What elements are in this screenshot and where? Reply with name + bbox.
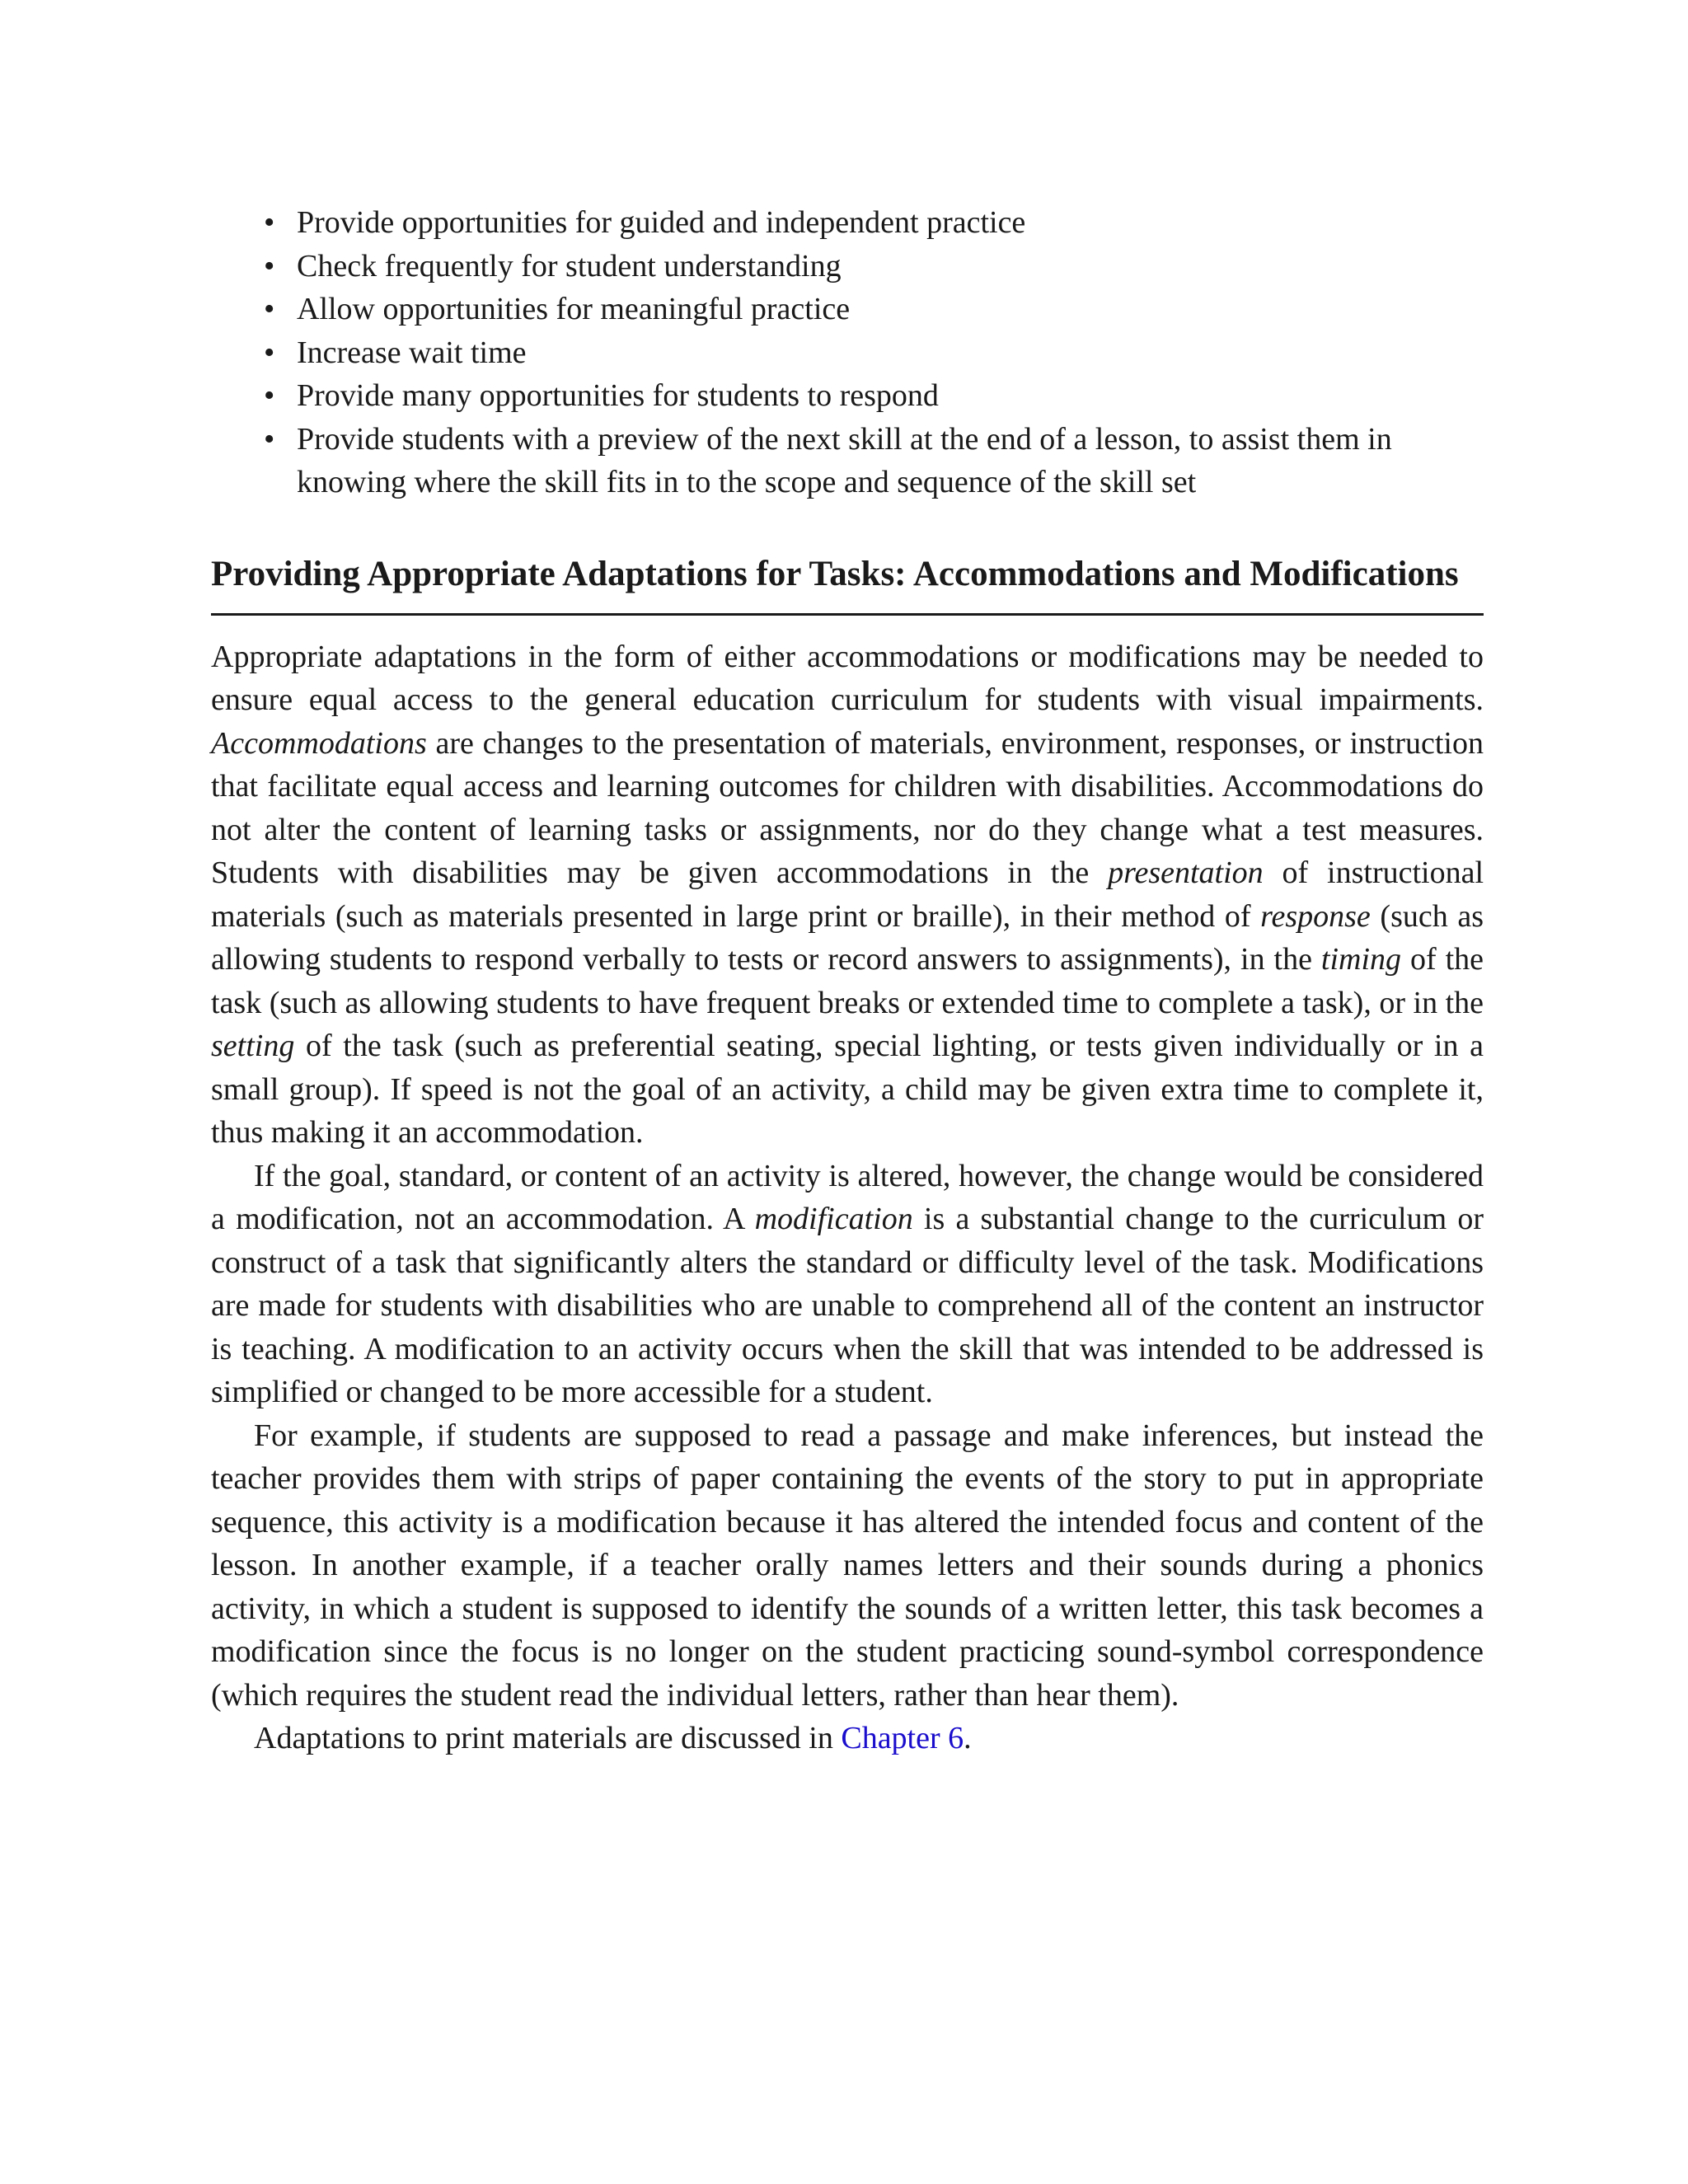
list-item (211, 288, 1484, 331)
list-item-text: Increase wait time (297, 335, 527, 370)
list-item (211, 374, 1484, 418)
bullet-icon: • (264, 335, 275, 370)
list-item-text: Provide students with a preview of the next skill at the end of a lesson, to assist them in knowing where the skill fits in to the scope and sequence of the skill set (297, 421, 1392, 499)
paragraph-example: For example, if students are supposed to read a passage and make inferences, but instead the teacher provides them with strips of paper containing the events of the story to put in appropriate sequence, this activity is a modification because it has altered the intended focus and content of the lesson. In another example, if a teacher orally names letters and their sounds during a phonics activity, in which a student is supposed to identify the sounds of a written letter, this task becomes a modification since the focus is no longer on the student practicing sound-symbol correspondence (which requires the student read the individual letters, rather than hear them). (211, 1418, 1484, 1713)
text-run: If the goal, standard, or content of an activity is altered, however, the change would be considered a modification, not an accommodation. A (211, 1158, 1484, 1236)
bullet-icon: • (264, 205, 275, 240)
text-run: of the task (such as allowing students to have frequent breaks or extended time to complete a task), or in the (211, 942, 1484, 1020)
chapter-6-link[interactable]: Chapter 6 (841, 1721, 964, 1755)
italic-term: presentation (1108, 855, 1264, 890)
text-run: Appropriate adaptations in the form of either accommodations or modifications may be needed to ensure equal access to the general education curriculum for students with visual impairments. (211, 639, 1484, 717)
body-text (211, 635, 1484, 1760)
bullet-icon: • (264, 248, 275, 284)
text-run: of instructional materials (such as materials presented in large print or braille), in their method of (211, 855, 1484, 934)
list-item-text: Check frequently for student understanding (297, 248, 842, 284)
text-run: Adaptations to print materials are discussed in (254, 1721, 842, 1755)
text-run: (such as allowing students to respond verbally to tests or record answers to assignments), in the (211, 898, 1484, 977)
text-run: is a substantial change to the curriculum or construct of a task that significantly alters the standard or difficulty level of the task. Modifications are made for students with disabilities who are unable to comprehend all of the content an instructor is teaching. A modification to an activity occurs when the skill that was intended to be addressed is simplified or changed to be more accessible for a student. (211, 1202, 1484, 1409)
text-run: of the task (such as preferential seating, special lighting, or tests given individually or in a small group). If speed is not the goal of an activity, a child may be given extra time to complete it, thus making it an accommodation. (211, 1029, 1484, 1150)
list-item (211, 418, 1484, 504)
bullet-icon: • (264, 378, 275, 413)
list-item-text: Provide many opportunities for students to respond (297, 378, 939, 413)
list-item-text: Provide opportunities for guided and independent practice (297, 205, 1026, 240)
italic-term: setting (211, 1029, 295, 1063)
list-item-text: Allow opportunities for meaningful practice (297, 292, 851, 326)
bullet-icon: • (264, 292, 275, 326)
paragraph-chapter-reference (211, 1717, 1484, 1760)
bullet-icon: • (264, 421, 275, 457)
text-run: are changes to the presentation of materials, environment, responses, or instruction that facilitate equal access and learning outcomes for children with disabilities. Accommodations do not alter the content of learning tasks or assignments, nor do they change what a test measures. Students with disabilities may be given accommodations in the (211, 725, 1484, 890)
bullet-list (211, 201, 1484, 504)
italic-term: timing (1320, 942, 1402, 977)
document-page (211, 201, 1484, 1760)
list-item (211, 245, 1484, 288)
section-heading: Providing Appropriate Adaptations for Tasks: Accommodations and Modifications (211, 552, 1484, 616)
paragraph-modifications (211, 1155, 1484, 1414)
list-item (211, 201, 1484, 245)
italic-term: response (1260, 898, 1371, 934)
italic-term: Accommodations (211, 725, 427, 761)
list-item (211, 331, 1484, 375)
text-run: . (964, 1721, 972, 1755)
paragraph-accommodations (211, 635, 1484, 1155)
italic-term: modification (754, 1202, 913, 1236)
